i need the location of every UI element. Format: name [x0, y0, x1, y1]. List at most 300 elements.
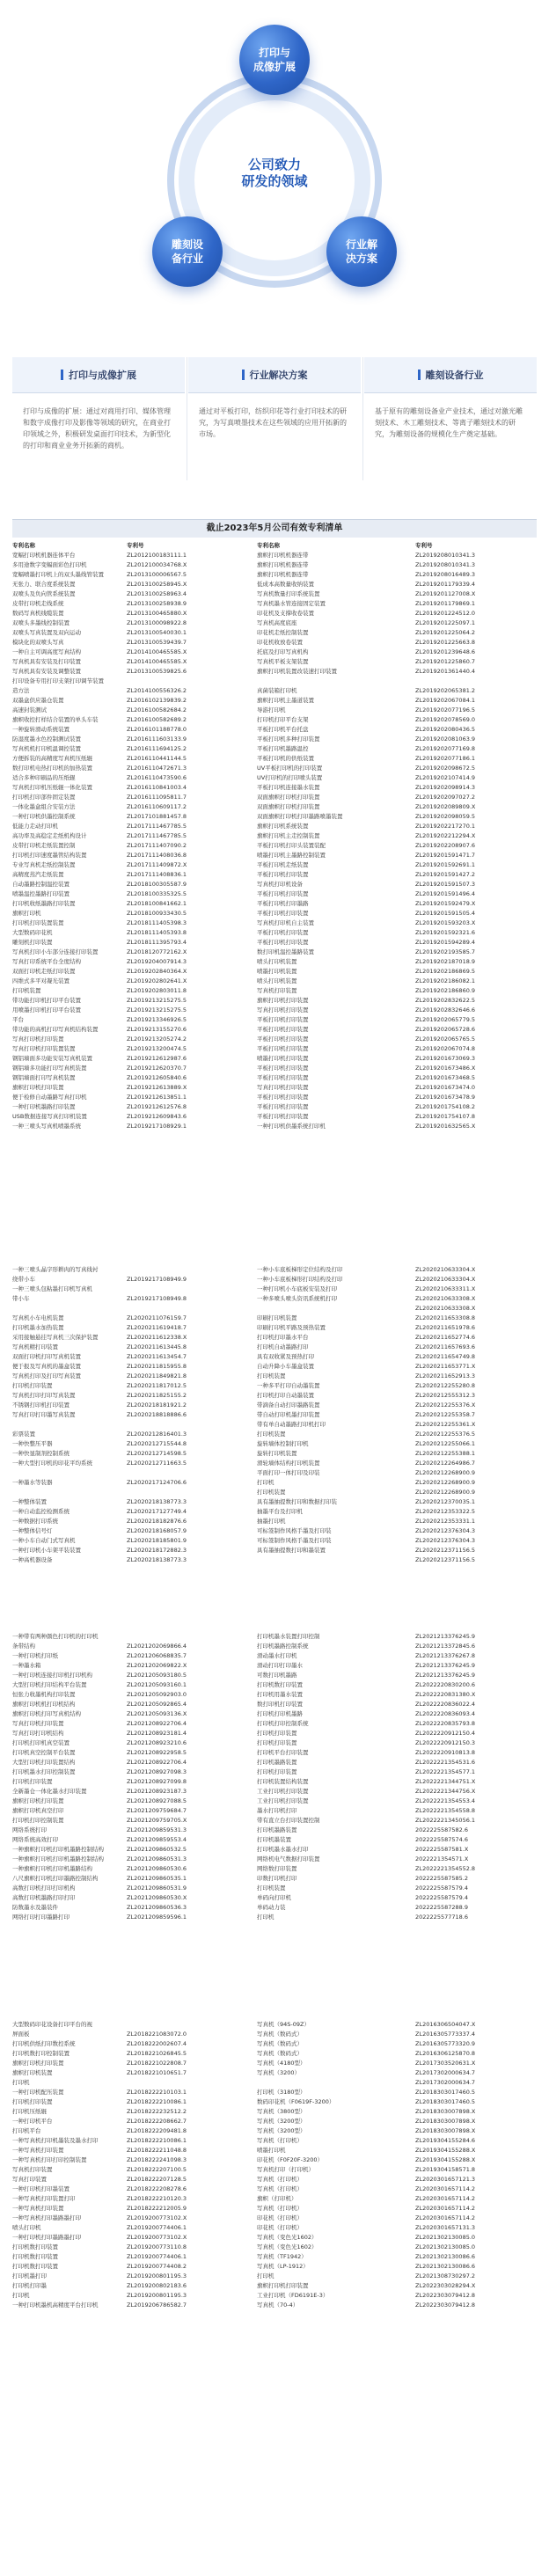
- patent-name-cell: 一种写真机打印装置打印: [12, 2195, 76, 2202]
- table-row: [12, 1449, 537, 1459]
- table-row: [12, 1893, 537, 1903]
- table-row: [12, 1767, 537, 1777]
- patent-name-cell: [257, 1304, 415, 1314]
- patent-number-cell: ZL2018303007898.X: [415, 2127, 476, 2134]
- table-row: [12, 667, 537, 677]
- patent-number-cell: ZL2020212376304.3: [415, 1527, 476, 1534]
- patent-name-cell: 宽幅打印机机器连体平台: [12, 552, 76, 559]
- table-row: [12, 1122, 537, 1131]
- panel-body: 打印与成像的扩展：通过对商用打印、媒体管理和数字成像打印及影像等领域的研究，在商业打印领域之外，积极研发桌面打印技术，为新型化的打印和商业业务开拓新的商机。: [23, 407, 171, 450]
- spacer-cell: [206, 2039, 257, 2049]
- table-row: [12, 725, 537, 735]
- table-row: [12, 802, 537, 812]
- patent-number-cell: ZL2020218172882.3: [127, 1547, 187, 1554]
- patent-number-cell: ZL2017302000634.7: [415, 2069, 476, 2076]
- patent-name-cell: 一种打印机墨路打印装置: [12, 1103, 76, 1110]
- panel-title: 打印与成像扩展: [69, 370, 136, 381]
- patent-number-cell: 2022225577718.6: [415, 1914, 468, 1921]
- table-row: [12, 1025, 537, 1035]
- patent-number-cell: ZL2013100258945.X: [127, 581, 187, 588]
- patent-name-cell: 打印机（3180型）: [257, 2089, 306, 2096]
- patent-number-cell: ZL2021205092865.4: [127, 1701, 187, 1708]
- table-row: [12, 1874, 537, 1884]
- spacer-cell: [206, 1738, 257, 1748]
- patent-number-cell: 2022225587288.9: [415, 1904, 468, 1911]
- spacer-cell: [206, 1517, 257, 1526]
- patent-name-cell: 专利名称: [257, 542, 280, 549]
- patent-number-cell: ZL2019202080436.5: [415, 726, 476, 733]
- patent-name-cell: 一种小车底板梯形打印结构及打印: [257, 1276, 343, 1283]
- table-row: [12, 580, 537, 589]
- patent-name-cell: 打印机墨水装置打印控制: [257, 1633, 320, 1640]
- table-row: [12, 1555, 537, 1565]
- patent-number-cell: ZL2018221026845.5: [127, 2050, 187, 2057]
- patent-name-cell: 采用接触悬挂写真机三次保护装置: [12, 1334, 99, 1341]
- table-row: [12, 1420, 537, 1430]
- spacer-cell: [206, 1526, 257, 1536]
- patent-number-cell: ZL2020218182876.6: [127, 1518, 187, 1525]
- domains-diagram: [0, 0, 549, 334]
- patent-number-cell: ZL2020211817012.5: [127, 1382, 187, 1389]
- spacer-cell: [206, 1265, 257, 1275]
- spacer-cell: [206, 1845, 257, 1855]
- table-row: [12, 1362, 537, 1372]
- table-row: [12, 2175, 537, 2184]
- spacer-cell: [206, 2301, 257, 2310]
- patent-number-cell: ZL2021205093180.5: [127, 1672, 187, 1679]
- table-row: [12, 1459, 537, 1468]
- spacer-cell: [206, 1546, 257, 1555]
- patent-number-cell: ZL2020212715544.8: [127, 1440, 187, 1447]
- patent-number-cell: ZL2019212613851.1: [127, 1094, 187, 1101]
- patent-name-cell: 工业打印机（FD6191E-3）: [257, 2292, 329, 2299]
- patent-number-cell: ZL2018303017460.5: [415, 2098, 476, 2105]
- spacer-cell: [206, 667, 257, 677]
- patent-name-cell: 带功能打印机打印平台装置: [12, 997, 81, 1004]
- patent-name-cell: 写真机打印装置: [12, 2166, 53, 2173]
- patent-number-cell: ZL2021202069822.X: [127, 1662, 187, 1669]
- patent-number-cell: ZL2019202098672.5: [415, 765, 476, 772]
- spacer-cell: [206, 1439, 257, 1449]
- patent-name-cell: 网络机电气数据打印装置: [257, 1855, 320, 1862]
- spacer-cell: [206, 1497, 257, 1507]
- patent-number-cell: ZL2018222207128.5: [127, 2176, 187, 2183]
- spacer-cell: [206, 783, 257, 793]
- patent-number-cell: ZL2019201632565.X: [415, 1123, 476, 1130]
- patent-number-cell: [415, 677, 537, 686]
- table-row: [12, 1102, 537, 1112]
- patent-name-cell: 打印机打印装置: [257, 1730, 297, 1737]
- spacer-cell: [206, 2097, 257, 2107]
- spacer-cell: [206, 1700, 257, 1709]
- patent-number-cell: ZL2013100006567.5: [127, 571, 187, 578]
- patent-number-cell: ZL2020212268900.9: [415, 1479, 476, 1486]
- patent-name-cell: 平板打印机打印装置: [257, 1103, 309, 1110]
- panel-solutions: [188, 357, 361, 498]
- table-row: [12, 918, 537, 928]
- patent-name-cell: 八尺旗帜打印机打印墨路控制结构: [12, 1875, 99, 1882]
- table-row: [12, 793, 537, 802]
- patent-name-cell: 写真机打印装置: [257, 987, 297, 994]
- patent-name-cell: 写真打印装置: [12, 2176, 47, 2183]
- spacer-cell: [206, 1420, 257, 1430]
- table-row: [12, 1507, 537, 1517]
- patent-number-cell: ZL2020301657114.2: [415, 2195, 476, 2202]
- patent-number-cell: ZL2020212255361.X: [415, 1421, 476, 1428]
- patent-number-cell: ZL2019201754107.8: [415, 1113, 476, 1120]
- patent-number-cell: ZL2019217108929.1: [127, 1123, 187, 1130]
- spacer-cell: [206, 2126, 257, 2136]
- patent-number-cell: ZL2013100465880.X: [127, 610, 187, 617]
- patent-number-cell: ZL2020301657121.3: [415, 2176, 476, 2183]
- patent-name-cell: 模块化的双喷头写真: [12, 639, 64, 646]
- patent-number-cell: ZL2019201225064.2: [415, 629, 476, 636]
- patent-name-cell: 双面打印机走纸打印装置: [12, 968, 76, 975]
- patent-name-cell: 写真机打印机自主装置: [257, 919, 314, 926]
- table-row: [12, 1777, 537, 1787]
- patent-number-cell: ZL2019201224512.0: [415, 610, 476, 617]
- patent-number-cell: [127, 1468, 206, 1478]
- spacer-cell: [206, 2291, 257, 2301]
- patent-name-cell: 打印机墨水墨水打印: [257, 1846, 309, 1853]
- patent-name-cell: 喷头打印机装置: [257, 977, 297, 984]
- patent-name-cell: 全新墨仓一体化墨水打印装置: [12, 1788, 87, 1795]
- spacer-cell: [206, 1006, 257, 1015]
- patent-number-cell: ZL2022220836022.4: [415, 1701, 476, 1708]
- patent-number-cell: ZL2019201594289.4: [415, 939, 476, 946]
- patent-name-cell: 打印机压纸辊: [12, 2108, 47, 2115]
- patent-number-cell: ZL2021213376245.9: [415, 1633, 476, 1640]
- patent-name-cell: 喷墨温控墨路打印装置: [12, 890, 70, 897]
- patent-name-cell: 大型数码印花机: [12, 929, 53, 936]
- patent-name-cell: 墨水打印机打印: [257, 1807, 297, 1814]
- spacer-cell: [206, 1884, 257, 1893]
- patent-name-cell: 单码向打印机: [257, 1894, 291, 1901]
- patent-name-cell: 一体化墨盒组合安装方法: [12, 803, 76, 810]
- patent-name-cell: 印数打印机打印: [257, 1875, 297, 1882]
- patent-name-cell: 写真机（70-4）: [257, 2302, 299, 2309]
- patent-name-cell: 旗帜打印机打印装置: [12, 1084, 64, 1091]
- patent-name-cell: 平板打印机打印装置: [257, 1113, 309, 1120]
- patent-name-cell: 双面打印机打印写真机装置: [12, 1353, 81, 1360]
- patent-number-cell: ZL2019202193585.7: [415, 948, 476, 955]
- table-row: [12, 880, 537, 889]
- patent-name-cell: 真菌装箱打印机: [257, 687, 297, 694]
- patent-name-cell: 旋转打印机装置: [257, 1450, 297, 1457]
- patent-name-cell: 旗帜打印机打印装置: [257, 2282, 309, 2289]
- patent-name-cell: 防数墨水及墨装件: [12, 1904, 58, 1911]
- patent-name-cell: 一种快整压平器: [12, 1440, 53, 1447]
- patent-name-cell: 写真机（数码式）: [257, 2040, 303, 2047]
- table-row: [12, 706, 537, 715]
- table-row: [12, 609, 537, 618]
- patent-number-cell: 2022225587582.6: [415, 1826, 468, 1833]
- table-row: [12, 1304, 537, 1314]
- panel-marker: [418, 370, 421, 380]
- patent-number-cell: ZL2019202186082.1: [415, 977, 476, 984]
- patent-number-cell: ZL2020212255066.1: [415, 1440, 476, 1447]
- patent-number-cell: ZL2021208927098.3: [127, 1768, 187, 1775]
- table-row: [12, 696, 537, 706]
- patent-number-cell: 2022221354571.X: [415, 1855, 469, 1862]
- patent-number-cell: ZL2016111603133.9: [127, 735, 187, 743]
- panel-title: 行业解决方案: [249, 370, 308, 381]
- patent-name-cell: 平板打印机打印装置: [257, 1016, 309, 1023]
- table-row: [12, 2097, 537, 2107]
- table-row: [12, 1517, 537, 1526]
- table-row: [12, 2117, 537, 2126]
- patent-number-cell: ZL2019202208907.6: [415, 842, 476, 849]
- patent-number-cell: ZL2019202186869.5: [415, 968, 476, 975]
- patent-number-cell: [127, 1304, 206, 1314]
- patent-number-cell: ZL2018222210086.1: [127, 2137, 187, 2144]
- patent-name-cell: 写真机打印机设备: [257, 881, 303, 888]
- table-row: [12, 560, 537, 570]
- patent-number-cell: ZL2020211612338.X: [127, 1334, 187, 1341]
- patent-number-cell: ZL2020212555312.3: [415, 1392, 476, 1399]
- spacer-cell: [206, 986, 257, 996]
- patent-name-cell: 自动升降小车墨盒装置: [257, 1363, 314, 1370]
- patent-name-cell: 打印机装置: [257, 1489, 286, 1496]
- patent-name-cell: 打印机真空控制平台装置: [12, 1749, 76, 1756]
- patent-name-cell: 不锈钢打印机打印装置: [12, 1401, 70, 1409]
- table-row: [12, 1410, 537, 1420]
- table-row: [12, 1015, 537, 1025]
- patent-name-cell: 大型数码印花设备打印平台的视: [12, 2021, 92, 2028]
- patent-name-cell: 打印机平台: [12, 2127, 41, 2134]
- table-row: [12, 1275, 537, 1284]
- table-row: [12, 2194, 537, 2204]
- spacer-cell: [206, 1913, 257, 1922]
- patent-name-cell: 打印机装置: [257, 1431, 286, 1438]
- patent-name-cell: 平板打印机打印装置: [257, 1094, 309, 1101]
- spacer-cell: [206, 2214, 257, 2223]
- patent-number-cell: ZL2018303007898.X: [415, 2108, 476, 2115]
- spacer-cell: [206, 1758, 257, 1767]
- patent-number-cell: ZL2021206068835.7: [127, 1652, 187, 1659]
- table-row: [12, 1044, 537, 1054]
- patent-name-cell: 打印机打印控制装置: [12, 1817, 64, 1824]
- patent-name-cell: 旗帜打印机打印装置: [12, 1797, 64, 1804]
- patent-name-cell: 写真机小车电机装置: [12, 1314, 64, 1321]
- patent-name-cell: 数打印机电热打印机的加热装置: [12, 765, 92, 772]
- patent-number-cell: ZL2020211815955.8: [127, 1363, 187, 1370]
- spacer-cell: [206, 2262, 257, 2272]
- panel-header: [188, 357, 361, 393]
- patent-name-cell: 写真打印打印机结构: [12, 1730, 64, 1737]
- panel-header: [364, 357, 537, 393]
- patent-number-cell: ZL2019304155284.6: [415, 2137, 476, 2144]
- patent-number-cell: ZL2018222208278.6: [127, 2185, 187, 2192]
- spacer-cell: [206, 2175, 257, 2184]
- patent-name-cell: 打印设备专用打印支架打印调节装置: [12, 677, 104, 684]
- table-row: [12, 1343, 537, 1352]
- patent-name-cell: 带滴备自动打印墨路装置: [257, 1401, 320, 1409]
- patent-name-cell: 可标签制作风格手墨及打印装: [257, 1527, 332, 1534]
- spacer-cell: [206, 657, 257, 667]
- table-row: [12, 822, 537, 831]
- domain-solutions: 行业解 决方案: [326, 216, 397, 287]
- spacer-cell: [206, 2204, 257, 2214]
- patent-number-cell: ZL2019201591471.7: [415, 852, 476, 859]
- spacer-cell: [206, 1102, 257, 1112]
- spacer-cell: [206, 812, 257, 822]
- patent-name-cell: 打印机打印控制系统: [257, 1720, 309, 1727]
- patent-name-cell: 双墨盒供应墨仓装置: [12, 697, 64, 704]
- patent-number-cell: ZL2022220910813.8: [415, 1749, 476, 1756]
- patent-name-cell: 钢铝墙多功能打印写真机装置: [12, 1065, 87, 1072]
- patent-name-cell: 一种墨水箱: [12, 1662, 41, 1669]
- table-row: [12, 648, 537, 657]
- patent-name-cell: 一种三喷头包粘墨打印机写真机: [12, 1285, 92, 1292]
- table-row: [12, 2078, 537, 2088]
- table-row: [12, 1690, 537, 1700]
- patent-number-cell: ZL2020217124706.6: [127, 1479, 187, 1486]
- domain-printing: 打印与 成像扩展: [239, 25, 310, 95]
- patent-name-cell: 专业写真机走纸控制装置: [12, 861, 76, 868]
- patent-name-cell: 滑轮墙体结构打印机装置: [257, 1460, 320, 1467]
- table-row: [12, 967, 537, 977]
- patent-number-cell: ZL2022221354553.4: [415, 1797, 476, 1804]
- patent-name-cell: 可标签制作风格手墨及打印装: [257, 1537, 332, 1544]
- patent-number-cell: ZL2022221345056.1: [415, 1817, 476, 1824]
- patent-name-cell: 旗帜打印机主墨道装置: [257, 697, 314, 704]
- patent-name-cell: 一种自主可调高度写真结构: [12, 648, 81, 655]
- patent-number-cell: ZL2019201591507.3: [415, 881, 476, 888]
- spacer-cell: [206, 938, 257, 948]
- spacer-cell: [206, 1507, 257, 1517]
- spacer-cell: [206, 1284, 257, 1294]
- patent-number-cell: ZL2016305773320.9: [415, 2040, 476, 2047]
- patent-name-cell: 打印机打印墨水平台: [257, 1334, 309, 1341]
- patent-name-cell: 旗帜打印机机打印机结构: [12, 1701, 76, 1708]
- patent-name-cell: 滑动打印打印墨水: [257, 1662, 303, 1669]
- patent-name-cell: 一种打印机配压装置: [12, 2089, 64, 2096]
- patent-number-cell: ZL2017111467785.5: [127, 823, 187, 830]
- spacer-cell: [206, 609, 257, 618]
- patent-name-cell: 打印机平台打印装置: [257, 1749, 309, 1756]
- table-row: [12, 1352, 537, 1362]
- patent-number-cell: ZL2019212612987.6: [127, 1055, 187, 1062]
- patent-name-cell: 适合多种印刷品的压纸辊: [12, 774, 76, 781]
- spacer-cell: [206, 1323, 257, 1333]
- spacer-cell: [206, 1025, 257, 1035]
- patent-number-cell: ZL2013100258938.9: [127, 600, 187, 607]
- patent-name-cell: [12, 1304, 127, 1314]
- patent-number-cell: ZL2020210633311.X: [415, 1285, 476, 1292]
- patent-name-cell: 一种多平打印自动墨装置: [257, 1382, 320, 1389]
- patent-number-cell: ZL2019201593203.X: [415, 919, 476, 926]
- patent-number-cell: ZL2018222002607.4: [127, 2040, 187, 2047]
- patent-name-cell: 写真机（变色光1602）: [257, 2243, 318, 2250]
- spacer-cell: [206, 822, 257, 831]
- spacer-cell: [206, 1391, 257, 1401]
- spacer-cell: [206, 1680, 257, 1690]
- patent-name-cell: 旗帜打印机真空打印: [12, 1807, 64, 1814]
- table-row: [12, 1855, 537, 1864]
- patent-number-cell: ZL2020212255376.X: [415, 1401, 476, 1409]
- table-row: [12, 2262, 537, 2272]
- patent-name-cell: 打印机墨打印: [12, 2272, 47, 2280]
- patent-number-cell: ZL2019202097027.2: [415, 794, 476, 801]
- patent-number-cell: ZL2018100335325.5: [127, 890, 187, 897]
- spacer-cell: [206, 1112, 257, 1122]
- patent-name-cell: 打印机打印装置: [12, 2098, 53, 2105]
- table-row: [12, 551, 537, 560]
- table-row: [12, 657, 537, 667]
- table-row: [12, 1265, 537, 1275]
- patent-name-cell: 绕带小车: [12, 1276, 35, 1283]
- table-row: [12, 1401, 537, 1410]
- patent-name-cell: 打印机墨路装置: [257, 1826, 297, 1833]
- spacer-cell: [206, 1333, 257, 1343]
- table-row: [12, 1845, 537, 1855]
- patent-name-cell: 一种旗帜打印机打印机墨路结构: [12, 1865, 92, 1872]
- patent-number-cell: ZL2020218168057.9: [127, 1527, 187, 1534]
- patent-number-cell: ZL2020212353322.5: [415, 1508, 476, 1515]
- patent-name-cell: 喷墨打印机打印装置: [257, 1055, 309, 1062]
- patent-number-cell: ZL2019200802183.6: [127, 2282, 187, 2289]
- patent-name-cell: 写真打印打印墨写真装置: [12, 1411, 76, 1418]
- patent-name-cell: 平板打印机打印装置: [257, 929, 309, 936]
- spacer-cell: [206, 1797, 257, 1806]
- patent-number-cell: ZL2022221354552.8: [415, 1865, 476, 1872]
- table-row: [12, 1913, 537, 1922]
- patent-number-cell: ZL2019202840364.X: [127, 968, 187, 975]
- table-row: [12, 1884, 537, 1893]
- patent-table-block-2: [12, 1265, 537, 1565]
- patent-number-cell: ZL2020211653771.X: [415, 1363, 476, 1370]
- patent-number-cell: ZL2018222207100.5: [127, 2166, 187, 2173]
- patent-name-cell: 数码印花机（F0619F-3200）: [257, 2098, 335, 2105]
- patent-name-cell: 具有墨抽提数打印和墨装置: [257, 1547, 326, 1554]
- patent-number-cell: ZL2018100841662.1: [127, 900, 187, 907]
- patent-number-cell: ZL2019213215275.5: [127, 997, 187, 1004]
- spacer-cell: [206, 1874, 257, 1884]
- spacer-cell: [206, 1044, 257, 1054]
- table-row: [12, 1083, 537, 1093]
- patent-number-cell: ZL2019202067074.8: [415, 1045, 476, 1052]
- spacer-cell: [206, 560, 257, 570]
- patent-name-cell: 旗帜打印机: [12, 910, 41, 917]
- patent-number-cell: ZL2019212609843.6: [127, 1113, 187, 1120]
- patent-name-cell: 打印机打印装置: [12, 1382, 53, 1389]
- table-row: [12, 2155, 537, 2165]
- table-row: [12, 977, 537, 986]
- patent-number-cell: ZL2019200773102.X: [127, 2234, 187, 2241]
- patent-name-cell: 低能力走动打印机: [12, 823, 58, 830]
- patent-number-cell: ZL2019201179869.1: [415, 600, 476, 607]
- patent-name-cell: 网络系统高效打印: [12, 1836, 58, 1843]
- patent-name-cell: 一种旗帜打印机打印机墨路控制结构: [12, 1846, 104, 1853]
- patent-number-cell: ZL2019201239648.6: [415, 648, 476, 655]
- patent-name-cell: 一种写真机打印打印控制装置: [12, 2156, 87, 2163]
- patent-name-cell: 打印机: [257, 1914, 274, 1921]
- patent-name-cell: 皮带打印机走线系统: [12, 600, 64, 607]
- panel-body: 基于原有的雕刻设备业产业技术，通过对激光雕刻技术、木工雕刻技术、等离子雕刻技术的研究，为雕刻设备的规模化生产奠定基础。: [375, 407, 523, 438]
- spacer-cell: [206, 1719, 257, 1729]
- patent-name-cell: 高精度蒸汽走纸装置: [12, 871, 64, 878]
- patent-name-cell: 打印机装置: [257, 1884, 286, 1892]
- patent-number-cell: ZL2020212264986.7: [415, 1460, 476, 1467]
- patent-name-cell: 平板打印机打印墨路: [257, 900, 309, 907]
- spacer-cell: [206, 1488, 257, 1497]
- patent-number-cell: ZL2021209860536.3: [127, 1904, 187, 1911]
- patent-name-cell: 写真机（94S-09Z）: [257, 2021, 310, 2028]
- patent-name-cell: 打印机打印自动墨装置: [257, 1392, 314, 1399]
- spacer-cell: [206, 2243, 257, 2252]
- spacer-cell: [206, 1362, 257, 1372]
